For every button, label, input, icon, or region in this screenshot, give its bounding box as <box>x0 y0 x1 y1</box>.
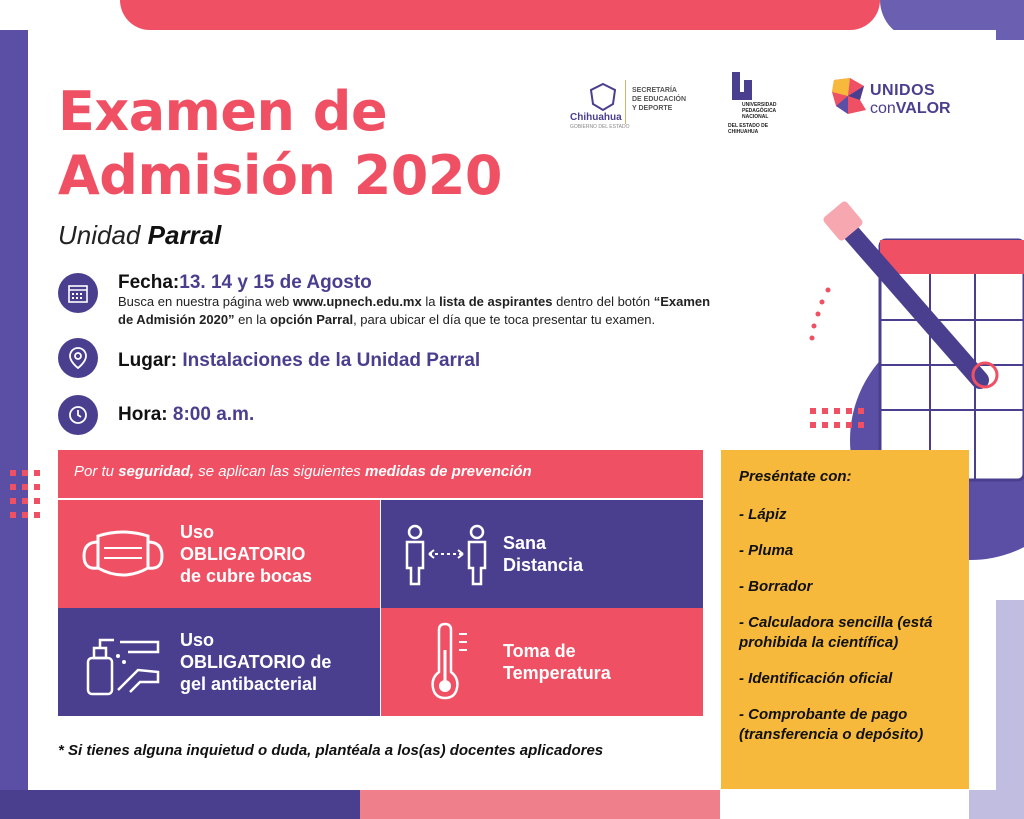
face-mask-icon <box>78 512 168 596</box>
calendar-icon <box>58 273 98 313</box>
hand-sanitizer-icon <box>78 620 168 704</box>
fecha-row <box>118 272 372 294</box>
desc-url: www.upnech.edu.mx <box>292 294 422 309</box>
tile4-line-1: Toma de <box>503 641 576 661</box>
social-distance-icon <box>401 512 491 596</box>
tile-gel <box>58 608 380 716</box>
chihuahua-logo <box>570 72 690 132</box>
unidos-valor: VALOR <box>895 100 951 117</box>
bring-item: - Lápiz <box>739 506 787 523</box>
desc-part-3: dentro del botón <box>552 294 654 309</box>
prev-head-2: se aplican las siguientes <box>194 463 365 480</box>
upn-line-2: PEDAGÓGICA <box>742 108 777 114</box>
upn-line-3: NACIONAL <box>742 114 769 120</box>
chihuahua-small-text: GOBIERNO DEL ESTADO <box>570 124 630 130</box>
prevention-block <box>58 450 703 716</box>
bottom-left-purple-shape <box>0 790 360 819</box>
tile-gel-text <box>180 608 331 716</box>
desc-part-2: la <box>421 294 440 309</box>
desc-part-5: , para ubicar el día que te toca presentar tu examen. <box>353 312 656 327</box>
bring-item: - Comprobante de pago (transferencia o depósito) <box>739 706 924 743</box>
tile3-line-1: Uso <box>180 630 215 650</box>
chihuahua-text: Chihuahua <box>570 112 622 123</box>
unidos-con: con <box>870 100 896 117</box>
upn-line-4: DEL ESTADO DE CHIHUAHUA <box>728 123 769 135</box>
logo-divider <box>625 80 626 124</box>
chihuahua-crest-icon <box>588 82 618 112</box>
page-subtitle <box>58 220 221 251</box>
left-purple-shape <box>0 30 28 790</box>
desc-part-4: en la <box>234 312 270 327</box>
upn-line-1: UNIVERSIDAD <box>742 102 777 108</box>
fecha-value: 13. 14 y 15 de Agosto <box>179 272 372 293</box>
sep-text <box>632 86 686 113</box>
bring-item: - Borrador <box>739 578 813 595</box>
desc-opcion: opción Parral <box>269 312 354 327</box>
tile4-line-2: Temperatura <box>503 663 611 683</box>
tile1-line-3: de cubre bocas <box>180 566 313 586</box>
hora-row <box>118 404 254 426</box>
title-line-2: Admisión 2020 <box>58 144 503 207</box>
upn-text <box>728 102 798 135</box>
tile3-line-2: OBLIGATORIO de <box>180 652 332 672</box>
lugar-value: Instalaciones de la Unidad Parral <box>182 350 481 371</box>
desc-boton: “Examen de Admisión 2020” <box>118 294 711 327</box>
footnote: * Si tienes alguna inquietud o duda, plantéala a los(as) docentes aplicadores <box>58 742 604 759</box>
unidos-map-icon <box>830 76 868 116</box>
left-dot-pattern <box>10 470 50 590</box>
desc-part-1: Busca en nuestra página web <box>118 294 293 309</box>
unidos-con-valor-logo <box>830 72 980 132</box>
tile2-line-1: Sana <box>503 533 547 553</box>
prev-head-bold-2: medidas de prevención <box>364 463 532 480</box>
bring-item: - Identificación oficial <box>739 670 893 687</box>
sep-line-2: DE EDUCACIÓN <box>632 96 687 103</box>
upn-logo <box>728 72 798 135</box>
thermometer-icon <box>401 620 491 704</box>
prev-head-bold-1: seguridad, <box>118 463 195 480</box>
unidos-line-2 <box>870 100 951 118</box>
tile-distance <box>381 500 703 608</box>
lugar-row <box>118 350 480 372</box>
prev-head-1: Por tu <box>74 463 119 480</box>
top-coral-band <box>120 0 880 30</box>
desc-lista: lista de aspirantes <box>439 294 553 309</box>
clock-icon <box>58 395 98 435</box>
tile-face-mask-text <box>180 500 312 608</box>
title-line-1: Examen de <box>58 80 388 143</box>
hora-value: 8:00 a.m. <box>172 404 255 425</box>
tile-distance-text <box>503 500 583 608</box>
tile1-line-1: Uso <box>180 522 215 542</box>
sep-line-1: SECRETARÍA <box>632 87 677 94</box>
unidos-line-1: UNIDOS <box>870 82 936 99</box>
tile3-line-3: gel antibacterial <box>180 674 318 694</box>
subtitle-bold: Parral <box>147 220 222 250</box>
fecha-label: Fecha: <box>118 272 180 293</box>
tile-face-mask <box>58 500 380 608</box>
bring-list-panel <box>721 450 969 789</box>
sep-line-3: Y DEPORTE <box>632 105 673 112</box>
bring-item: - Pluma <box>739 542 794 559</box>
tile-temperature-text <box>503 608 611 716</box>
lugar-label: Lugar: <box>118 350 178 371</box>
tile2-line-2: Distancia <box>503 555 584 575</box>
bring-list-title: Preséntate con: <box>739 468 852 485</box>
prevention-header <box>58 450 703 498</box>
bring-item: - Calculadora sencilla (está prohibida la científica) <box>739 614 933 651</box>
subtitle-prefix: Unidad <box>58 220 141 250</box>
tile1-line-2: OBLIGATORIO <box>180 544 306 564</box>
location-pin-icon <box>58 338 98 378</box>
hora-label: Hora: <box>118 404 168 425</box>
tile-temperature <box>381 608 703 716</box>
fecha-description <box>118 293 718 329</box>
bottom-coral-shape <box>360 790 720 819</box>
upn-mark-icon <box>728 72 762 104</box>
page-title <box>58 80 502 208</box>
